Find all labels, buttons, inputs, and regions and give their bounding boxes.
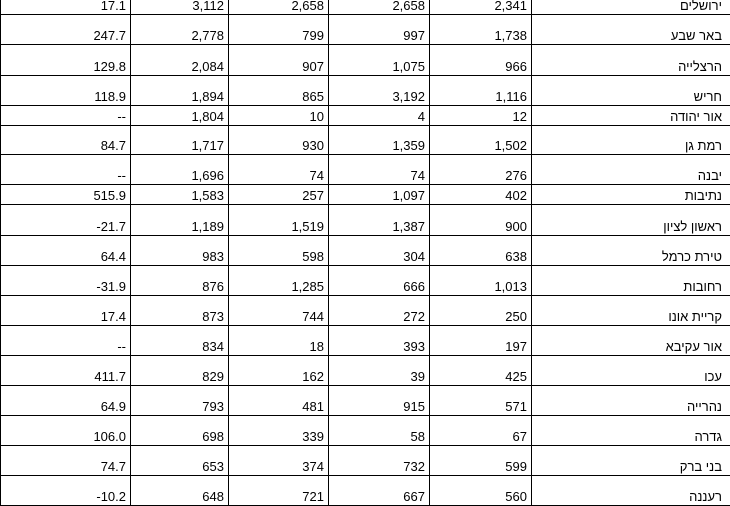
total-cell: 834	[131, 326, 229, 356]
city-name-cell: עכו	[532, 356, 730, 386]
total-cell: 1,804	[131, 106, 229, 126]
change-cell: 84.7	[1, 126, 131, 155]
change-cell: 247.7	[1, 15, 131, 45]
change-cell: 10.2-	[1, 476, 131, 506]
table-row	[1, 106, 730, 126]
value-cell-1: 560	[430, 476, 532, 506]
value-cell-2: 3,192	[329, 76, 430, 106]
change-cell: --	[1, 155, 131, 185]
table-row	[1, 126, 730, 155]
value-cell-3: 18	[229, 326, 329, 356]
table-row	[1, 296, 730, 326]
change-cell: 17.4	[1, 296, 131, 326]
city-name-cell: אור יהודה	[532, 106, 730, 126]
value-cell-1: 2,341	[430, 0, 532, 15]
value-cell-2: 4	[329, 106, 430, 126]
city-name-cell: חריש	[532, 76, 730, 106]
table-row	[1, 386, 730, 416]
total-cell: 698	[131, 416, 229, 446]
table-row	[1, 0, 730, 15]
value-cell-1: 571	[430, 386, 532, 416]
value-cell-3: 74	[229, 155, 329, 185]
city-name-cell: רחובות	[532, 266, 730, 296]
change-cell: 17.1	[1, 0, 131, 15]
total-cell: 983	[131, 236, 229, 266]
value-cell-2: 39	[329, 356, 430, 386]
value-cell-2: 2,658	[329, 0, 430, 15]
total-cell: 648	[131, 476, 229, 506]
value-cell-1: 966	[430, 45, 532, 76]
value-cell-3: 374	[229, 446, 329, 476]
value-cell-3: 2,658	[229, 0, 329, 15]
change-cell: 106.0	[1, 416, 131, 446]
table-row	[1, 326, 730, 356]
value-cell-1: 1,502	[430, 126, 532, 155]
table-row	[1, 446, 730, 476]
city-name-cell: טירת כרמל	[532, 236, 730, 266]
change-cell: 64.4	[1, 236, 131, 266]
value-cell-2: 732	[329, 446, 430, 476]
table-row	[1, 76, 730, 106]
value-cell-2: 304	[329, 236, 430, 266]
value-cell-1: 599	[430, 446, 532, 476]
change-cell: --	[1, 326, 131, 356]
total-cell: 2,778	[131, 15, 229, 45]
city-name-cell: רמת גן	[532, 126, 730, 155]
city-name-cell: יבנה	[532, 155, 730, 185]
value-cell-1: 402	[430, 185, 532, 205]
value-cell-1: 250	[430, 296, 532, 326]
value-cell-3: 598	[229, 236, 329, 266]
table-row	[1, 416, 730, 446]
value-cell-1: 1,013	[430, 266, 532, 296]
value-cell-2: 74	[329, 155, 430, 185]
value-cell-2: 1,097	[329, 185, 430, 205]
value-cell-1: 900	[430, 205, 532, 236]
change-cell: 31.9-	[1, 266, 131, 296]
value-cell-1: 12	[430, 106, 532, 126]
value-cell-2: 272	[329, 296, 430, 326]
change-cell: --	[1, 106, 131, 126]
total-cell: 3,112	[131, 0, 229, 15]
table-row	[1, 155, 730, 185]
city-name-cell: גדרה	[532, 416, 730, 446]
value-cell-3: 339	[229, 416, 329, 446]
total-cell: 793	[131, 386, 229, 416]
city-name-cell: קריית אונו	[532, 296, 730, 326]
change-cell: 411.7	[1, 356, 131, 386]
value-cell-3: 1,285	[229, 266, 329, 296]
change-cell: 21.7-	[1, 205, 131, 236]
value-cell-2: 58	[329, 416, 430, 446]
total-cell: 1,894	[131, 76, 229, 106]
value-cell-2: 667	[329, 476, 430, 506]
value-cell-2: 666	[329, 266, 430, 296]
value-cell-1: 276	[430, 155, 532, 185]
value-cell-1: 1,116	[430, 76, 532, 106]
value-cell-3: 10	[229, 106, 329, 126]
value-cell-3: 930	[229, 126, 329, 155]
change-cell: 515.9	[1, 185, 131, 205]
table-body	[1, 0, 730, 506]
value-cell-3: 1,519	[229, 205, 329, 236]
value-cell-1: 425	[430, 356, 532, 386]
value-cell-3: 721	[229, 476, 329, 506]
table-row	[1, 15, 730, 45]
city-name-cell: נהרייה	[532, 386, 730, 416]
city-name-cell: באר שבע	[532, 15, 730, 45]
value-cell-3: 865	[229, 76, 329, 106]
total-cell: 829	[131, 356, 229, 386]
total-cell: 2,084	[131, 45, 229, 76]
value-cell-1: 1,738	[430, 15, 532, 45]
city-name-cell: ראשון לציון	[532, 205, 730, 236]
value-cell-2: 915	[329, 386, 430, 416]
total-cell: 1,696	[131, 155, 229, 185]
value-cell-2: 997	[329, 15, 430, 45]
total-cell: 1,189	[131, 205, 229, 236]
table-row	[1, 476, 730, 506]
value-cell-2: 1,359	[329, 126, 430, 155]
value-cell-2: 1,075	[329, 45, 430, 76]
city-name-cell: ירושלים	[532, 0, 730, 15]
value-cell-1: 638	[430, 236, 532, 266]
total-cell: 876	[131, 266, 229, 296]
value-cell-1: 67	[430, 416, 532, 446]
value-cell-3: 481	[229, 386, 329, 416]
total-cell: 1,583	[131, 185, 229, 205]
value-cell-3: 744	[229, 296, 329, 326]
value-cell-2: 1,387	[329, 205, 430, 236]
table-row	[1, 45, 730, 76]
value-cell-1: 197	[430, 326, 532, 356]
table-row	[1, 236, 730, 266]
change-cell: 118.9	[1, 76, 131, 106]
total-cell: 873	[131, 296, 229, 326]
city-name-cell: הרצלייה	[532, 45, 730, 76]
value-cell-3: 907	[229, 45, 329, 76]
total-cell: 1,717	[131, 126, 229, 155]
change-cell: 129.8	[1, 45, 131, 76]
city-name-cell: בני ברק	[532, 446, 730, 476]
table-row	[1, 185, 730, 205]
change-cell: 64.9	[1, 386, 131, 416]
city-name-cell: אור עקיבא	[532, 326, 730, 356]
value-cell-3: 799	[229, 15, 329, 45]
value-cell-2: 393	[329, 326, 430, 356]
value-cell-3: 257	[229, 185, 329, 205]
table-row	[1, 205, 730, 236]
city-name-cell: נתיבות	[532, 185, 730, 205]
city-name-cell: רעננה	[532, 476, 730, 506]
value-cell-3: 162	[229, 356, 329, 386]
total-cell: 653	[131, 446, 229, 476]
table-row	[1, 356, 730, 386]
table-row	[1, 266, 730, 296]
change-cell: 74.7	[1, 446, 131, 476]
